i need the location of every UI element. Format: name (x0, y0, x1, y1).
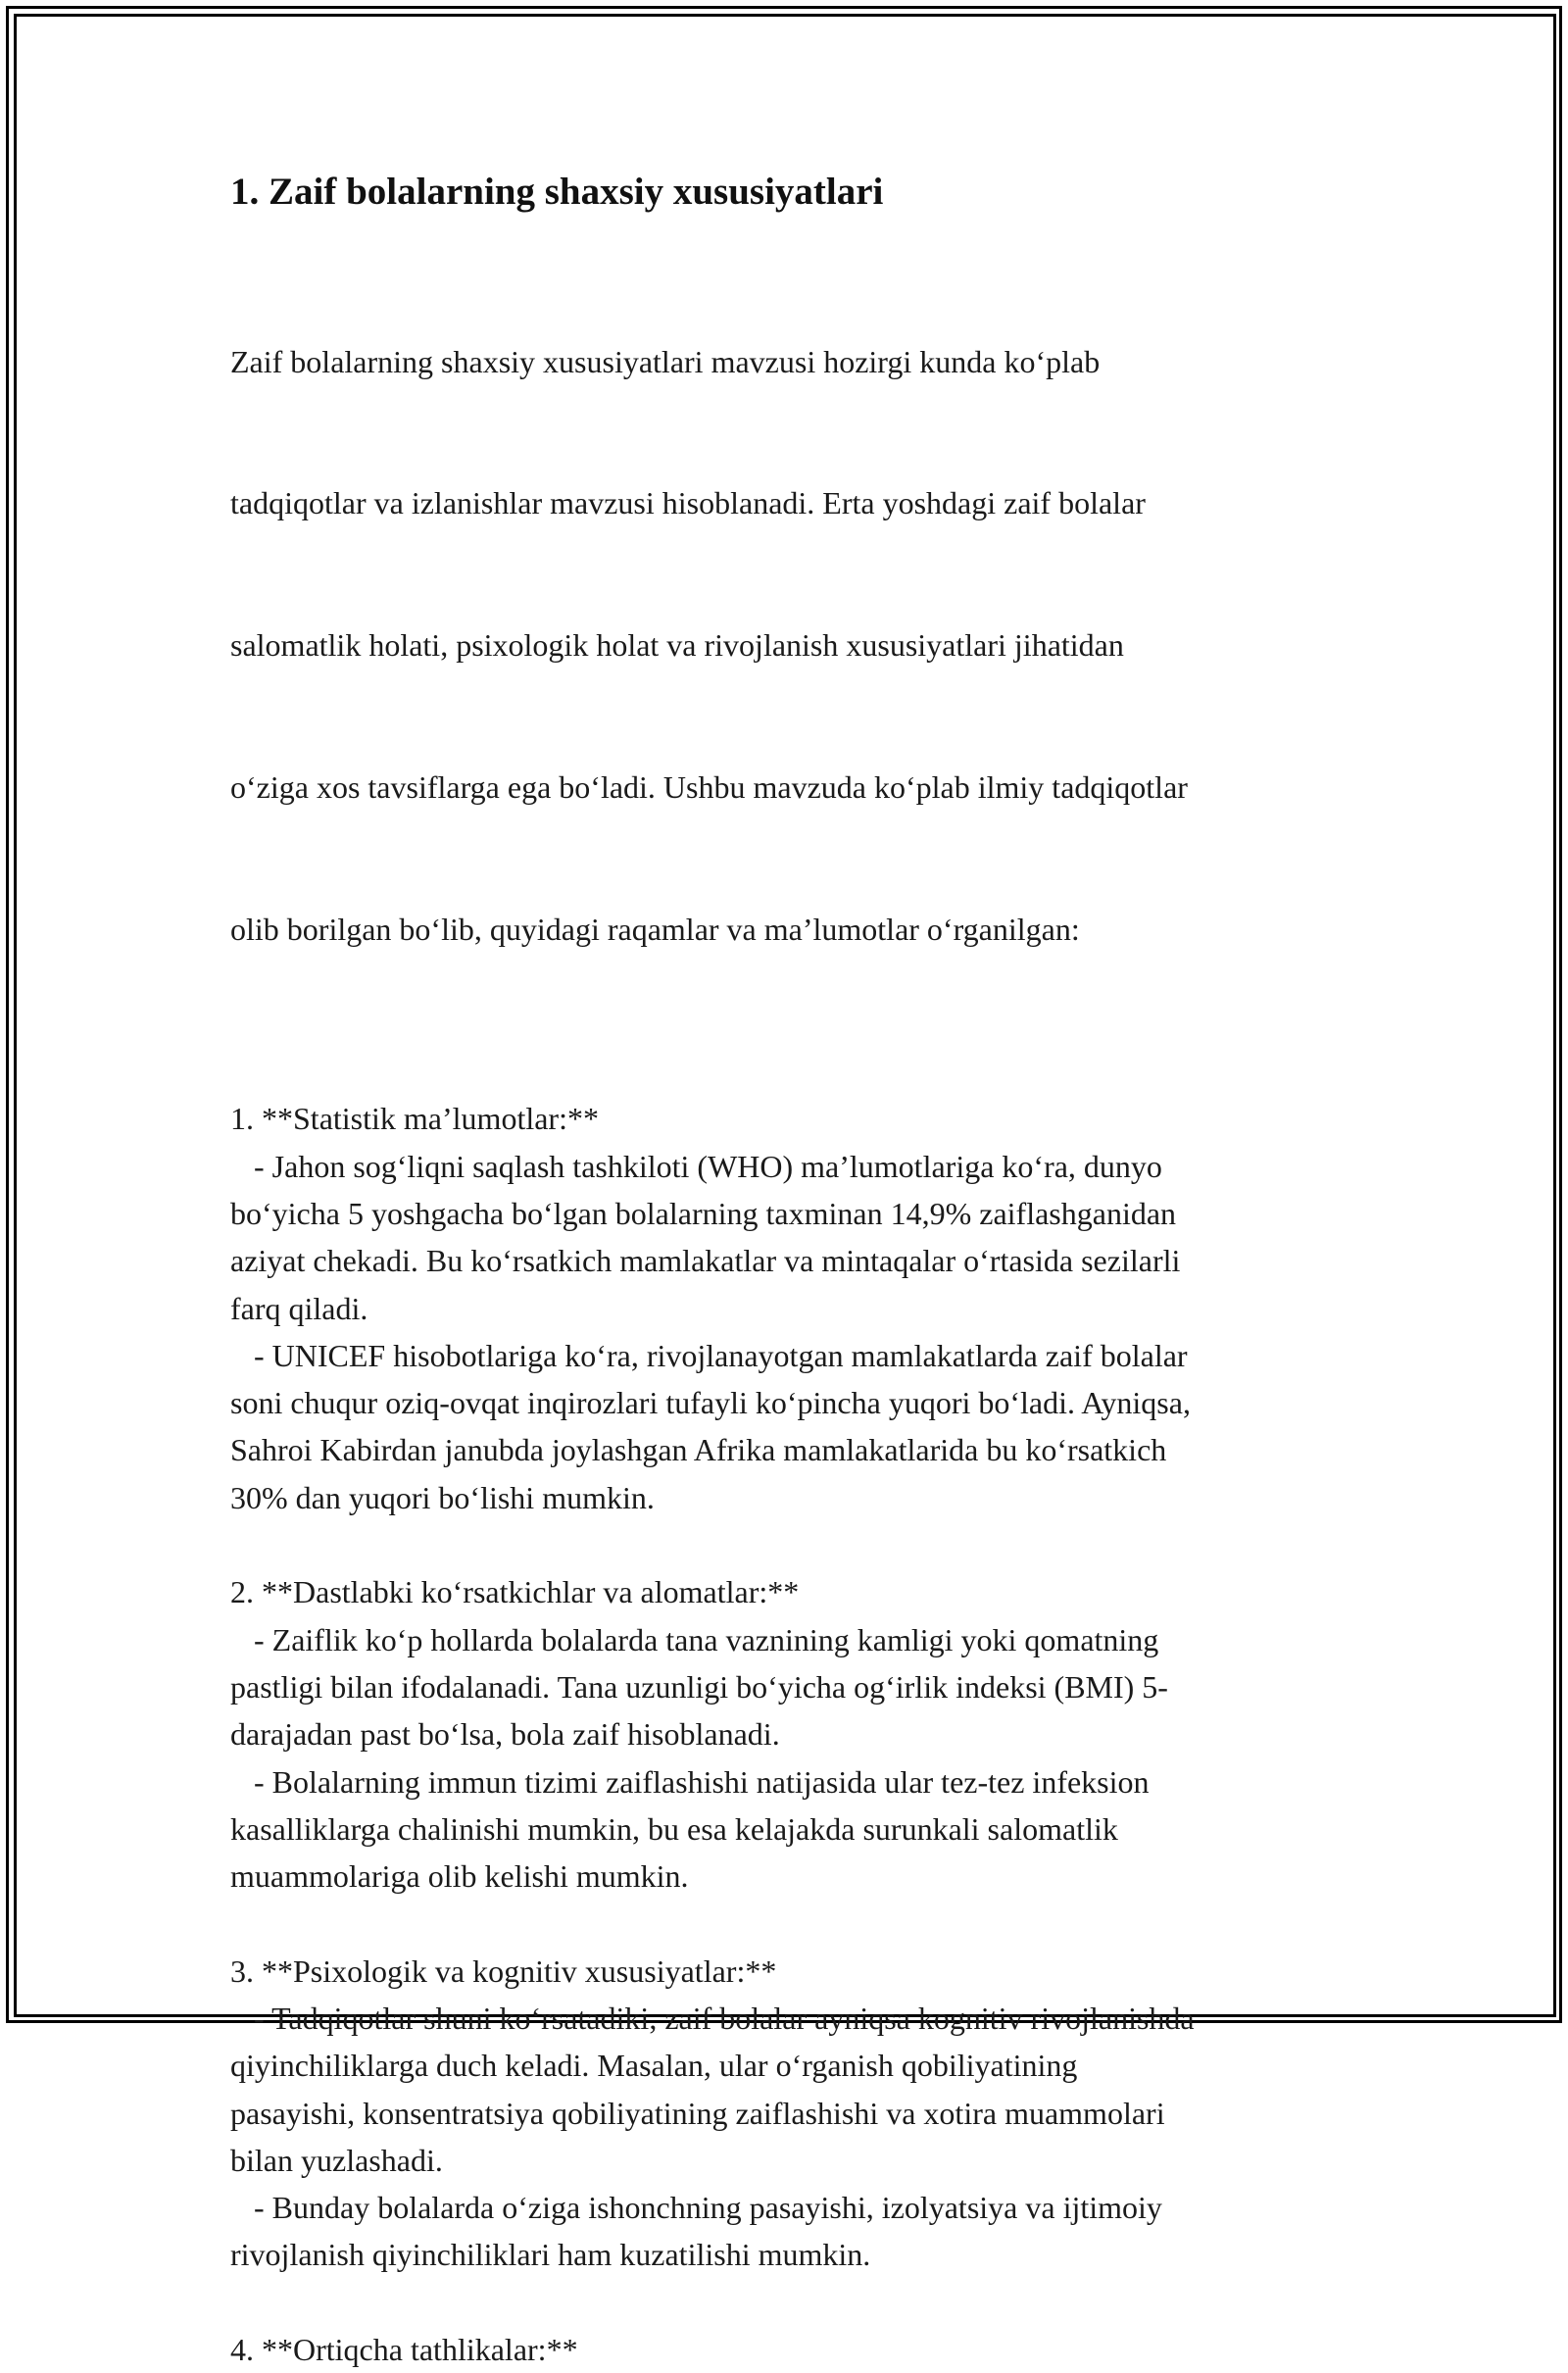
text-line: kasalliklarga chalinishi mumkin, bu esa kelajakda surunkali salomatlik (230, 1810, 1118, 1847)
section-heading: 2. **Dastlabki ko‘rsatkichlar va alomatlar:** (230, 1574, 800, 1610)
text-line: Zaif bolalarning shaxsiy xususiyatlari mavzusi hozirgi kunda ko‘plab (230, 343, 1101, 379)
text-line: - Bolalarning immun tizimi zaiflashishi natijasida ular tez-tez infeksion (230, 1763, 1150, 1800)
text-line: muammolariga olib kelishi mumkin. (230, 1858, 689, 1895)
document-body (230, 167, 1357, 2373)
text-line: rivojlanish qiyinchiliklari ham kuzatilishi mumkin. (230, 2237, 871, 2273)
section-extra (230, 2326, 1357, 2373)
text-line: - Jahon sog‘liqni saqlash tashkiloti (WHO) ma’lumotlariga ko‘ra, dunyo (230, 1148, 1162, 1184)
section-heading: 4. **Ortiqcha tathlikalar:** (230, 2332, 578, 2368)
text-line: darajadan past bo‘lsa, bola zaif hisoblanadi. (230, 1716, 780, 1753)
intro-paragraph (230, 243, 1357, 1048)
text-line: pasayishi, konsentratsiya qobiliyatining zaiflashishi va xotira muammolari (230, 2095, 1165, 2131)
text-line: - Tadqiqotlar shuni ko‘rsatadiki, zaif bolalar ayniqsa kognitiv rivojlanishda (230, 2000, 1195, 2036)
section-statistics (230, 1095, 1357, 1521)
section-heading: 1. **Statistik ma’lumotlar:** (230, 1101, 599, 1137)
text-line: bilan yuzlashadi. (230, 2142, 443, 2178)
section-psychological (230, 1948, 1357, 2279)
text-line: - Bunday bolalarda o‘ziga ishonchning pasayishi, izolyatsiya va ijtimoiy (230, 2190, 1162, 2226)
section-heading: 3. **Psixologik va kognitiv xususiyatlar:** (230, 1953, 777, 1989)
text-line: 30% dan yuqori bo‘lishi mumkin. (230, 1479, 655, 1515)
text-line: pastligi bilan ifodalanadi. Tana uzunligi bo‘yicha og‘irlik indeksi (BMI) 5- (230, 1668, 1168, 1705)
section-indicators (230, 1568, 1357, 1900)
text-line: - UNICEF hisobotlariga ko‘ra, rivojlanayotgan mamlakatlarda zaif bolalar (230, 1337, 1188, 1373)
text-line: tadqiqotlar va izlanishlar mavzusi hisoblanadi. Erta yoshdagi zaif bolalar (230, 485, 1146, 521)
text-line: farq qiladi. (230, 1290, 368, 1326)
text-line: - Zaiflik ko‘p hollarda bolalarda tana vaznining kamligi yoki qomatning (230, 1621, 1159, 1657)
text-line: aziyat chekadi. Bu ko‘rsatkich mamlakatlar va mintaqalar o‘rtasida sezilarli (230, 1243, 1181, 1279)
text-line: o‘ziga xos tavsiflarga ega bo‘ladi. Ushbu mavzuda ko‘plab ilmiy tadqiqotlar (230, 769, 1188, 806)
text-line: olib borilgan bo‘lib, quyidagi raqamlar va ma’lumotlar o‘rganilgan: (230, 912, 1080, 948)
text-line: bo‘yicha 5 yoshgacha bo‘lgan bolalarning taxminan 14,9% zaiflashganidan (230, 1195, 1177, 1231)
text-line: Sahroi Kabirdan janubda joylashgan Afrika mamlakatlarida bu ko‘rsatkich (230, 1432, 1167, 1468)
text-line: soni chuqur oziq-ovqat inqirozlari tufayli ko‘pincha yuqori bo‘ladi. Ayniqsa, (230, 1385, 1191, 1421)
document-title: 1. Zaif bolalarning shaxsiy xususiyatlari (230, 171, 884, 213)
text-line: qiyinchiliklarga duch keladi. Masalan, ular o‘rganish qobiliyatining (230, 2048, 1078, 2084)
text-line: salomatlik holati, psixologik holat va rivojlanish xususiyatlari jihatidan (230, 627, 1124, 664)
